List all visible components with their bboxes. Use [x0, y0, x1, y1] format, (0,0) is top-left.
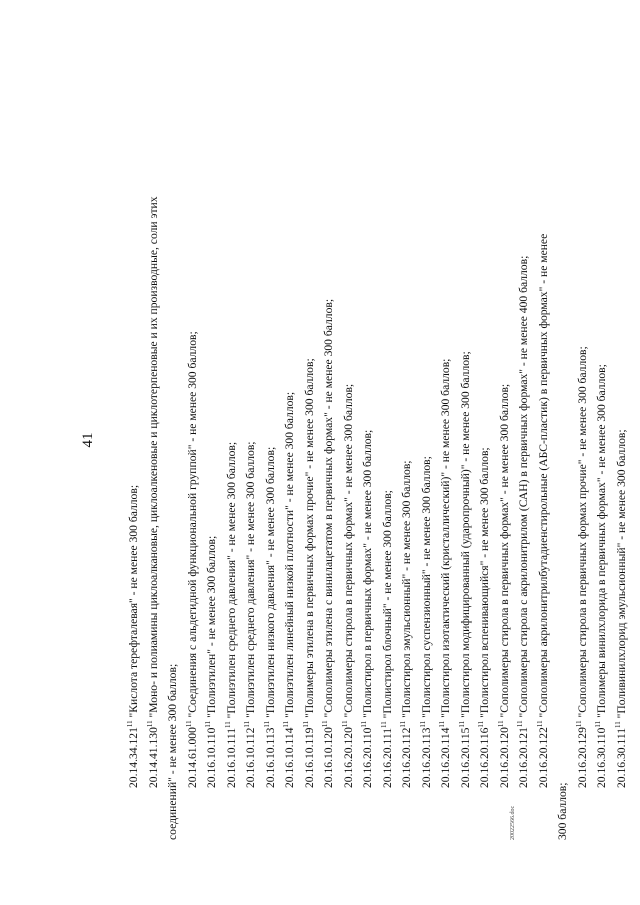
document-id: 20022566.doc [510, 805, 516, 840]
document-line [378, 40, 398, 840]
document-line [319, 40, 339, 840]
line-text: "Полимеры винилхлорида в первичных формах" - не менее 300 баллов; [595, 364, 608, 718]
line-code: 20.16.30.111 [614, 727, 628, 788]
line-text: "Сополимеры акрилонитрилбутадиенстирольные (АБС-пластик) в первичных формах" - не менее [536, 233, 550, 718]
footnote-mark: 11 [223, 721, 232, 728]
line-code: 20.16.10.114 [283, 727, 296, 788]
document-line [202, 40, 222, 840]
document-line [553, 40, 573, 840]
document-line [612, 40, 632, 840]
footnote-mark: 11 [282, 720, 291, 728]
line-text: "Полиэтилен" - не менее 300 баллов; [205, 535, 218, 718]
line-text: "Полистирол в первичных формах" - не менее 300 баллов; [361, 429, 374, 718]
line-code: 20.14.61.000 [185, 727, 199, 788]
line-text: "Сополимеры стирола в первичных формах прочие" - не менее 300 баллов; [575, 346, 589, 718]
document-line [124, 40, 144, 840]
line-text: "Поливинилхлорид эмульсионный" - не менее 300 баллов; [614, 429, 628, 719]
line-code: 20.16.10.113 [263, 727, 277, 788]
footnote-mark: 11 [574, 720, 583, 728]
footnote-mark: 11 [477, 720, 486, 728]
footnote-mark: 11 [399, 720, 408, 728]
document-line [475, 40, 495, 840]
line-text: "Моно- и полиамины циклоалкановые, циклоалкеновые и циклотерпеновые и их производные, соли этих [146, 196, 160, 718]
line-code: 20.16.20.120 [341, 727, 355, 788]
line-code: 20.16.30.110 [595, 727, 608, 788]
line-code: 20.16.20.111 [380, 727, 394, 788]
document-line [261, 40, 281, 840]
footnote-mark: 11 [457, 720, 466, 728]
document-line [144, 40, 164, 840]
document-line [183, 40, 203, 840]
page-number: 41 [80, 432, 96, 448]
footnote-mark: 11 [126, 720, 135, 728]
line-text: "Полиэтилен низкого давления" - не менее 300 баллов; [263, 446, 277, 718]
footnote-mark: 11 [438, 720, 447, 728]
document-line [495, 40, 515, 840]
line-code: 20.16.20.113 [419, 727, 433, 788]
footnote-mark: 11 [360, 720, 369, 728]
rotated-document-page [40, 40, 628, 840]
line-text: "Полистирол эмульсионный" - не менее 300 баллов; [400, 460, 413, 718]
footnote-mark: 11 [613, 721, 622, 728]
line-code: 20.16.10.119 [302, 727, 316, 788]
line-text: "Сополимеры стирола в первичных формах" - не менее 300 баллов; [497, 383, 511, 718]
document-line [163, 40, 183, 840]
footnote-mark: 11 [204, 720, 213, 728]
line-code: 20.16.10.120 [322, 727, 335, 788]
document-line [456, 40, 476, 840]
document-lines [124, 40, 631, 840]
line-text: "Соединения с альдегидной функциональной группой" - не менее 300 баллов; [185, 331, 199, 718]
line-text: "Кислота терефталевая" - не менее 300 баллов; [127, 484, 140, 718]
document-line [339, 40, 359, 840]
line-code: 20.16.20.115 [458, 727, 472, 788]
line-text: "Полистирол вспенивающийся" - не менее 300 баллов; [478, 447, 491, 718]
line-text: "Полистирол блочный" - не менее 300 баллов; [380, 490, 394, 719]
footnote-mark: 11 [516, 720, 525, 728]
line-text: "Полиэтилен среднего давления" - не менее 300 баллов; [224, 441, 238, 719]
line-text: "Полиэтилен линейный низкой плотности" - не менее 300 баллов; [283, 391, 296, 718]
line-text: "Полиэтилен среднего давления" - не менее 300 баллов; [244, 441, 257, 718]
footnote-mark: 11 [379, 721, 388, 728]
document-line [417, 40, 437, 840]
document-line [534, 40, 554, 840]
line-text: "Полистирол суспензионный" - не менее 300 баллов; [419, 456, 433, 718]
line-code: 20.16.10.110 [205, 727, 218, 788]
document-line [358, 40, 378, 840]
footnote-mark: 11 [418, 720, 427, 728]
line-code: 20.14.41.130 [146, 727, 160, 788]
line-text: соединений" - не менее 300 баллов; [166, 663, 179, 840]
line-text: "Полистирол модифицированный (ударопрочный)" - не менее 300 баллов; [458, 351, 472, 718]
document-line [514, 40, 534, 840]
document-line [436, 40, 456, 840]
line-code: 20.14.34.121 [127, 727, 140, 788]
footnote-mark: 11 [243, 720, 252, 728]
line-code: 20.16.20.122 [536, 727, 550, 788]
footnote-mark: 11 [301, 720, 310, 728]
footnote-mark: 11 [184, 720, 193, 728]
document-line [222, 40, 242, 840]
line-code: 20.16.20.114 [439, 727, 452, 788]
document-line [300, 40, 320, 840]
line-text: "Сополимеры этилена с винилацетатом в первичных формах" - не менее 300 баллов; [322, 298, 335, 718]
footnote-mark: 11 [496, 720, 505, 728]
line-text: "Сополимеры стирола с акрилонитрилом (САН) в первичных формах" - не менее 400 баллов; [517, 255, 530, 718]
document-line [241, 40, 261, 840]
footnote-mark: 11 [535, 720, 544, 728]
line-code: 20.16.20.129 [575, 727, 589, 788]
line-text: 300 баллов; [556, 782, 569, 840]
document-line [397, 40, 417, 840]
footnote-mark: 11 [594, 720, 603, 728]
line-text: "Полимеры этилена в первичных формах прочие" - не менее 300 баллов; [302, 358, 316, 718]
footnote-mark: 11 [145, 720, 154, 728]
footnote-mark: 11 [321, 720, 330, 728]
line-code: 20.16.20.110 [361, 727, 374, 788]
line-code: 20.16.10.111 [224, 727, 238, 788]
line-code: 20.16.10.112 [244, 727, 257, 788]
document-line [592, 40, 612, 840]
line-code: 20.16.20.116 [478, 727, 491, 788]
footnote-mark: 11 [262, 720, 271, 728]
footnote-mark: 11 [340, 720, 349, 728]
line-code: 20.16.20.112 [400, 727, 413, 788]
document-line [280, 40, 300, 840]
line-code: 20.16.20.121 [517, 727, 530, 788]
document-line [573, 40, 593, 840]
line-text: "Сополимеры стирола в первичных формах" - не менее 300 баллов; [341, 383, 355, 718]
line-code: 20.16.20.120 [497, 727, 511, 788]
line-text: "Полистирол изотактический (кристаллический)" - не менее 300 баллов; [439, 358, 452, 718]
